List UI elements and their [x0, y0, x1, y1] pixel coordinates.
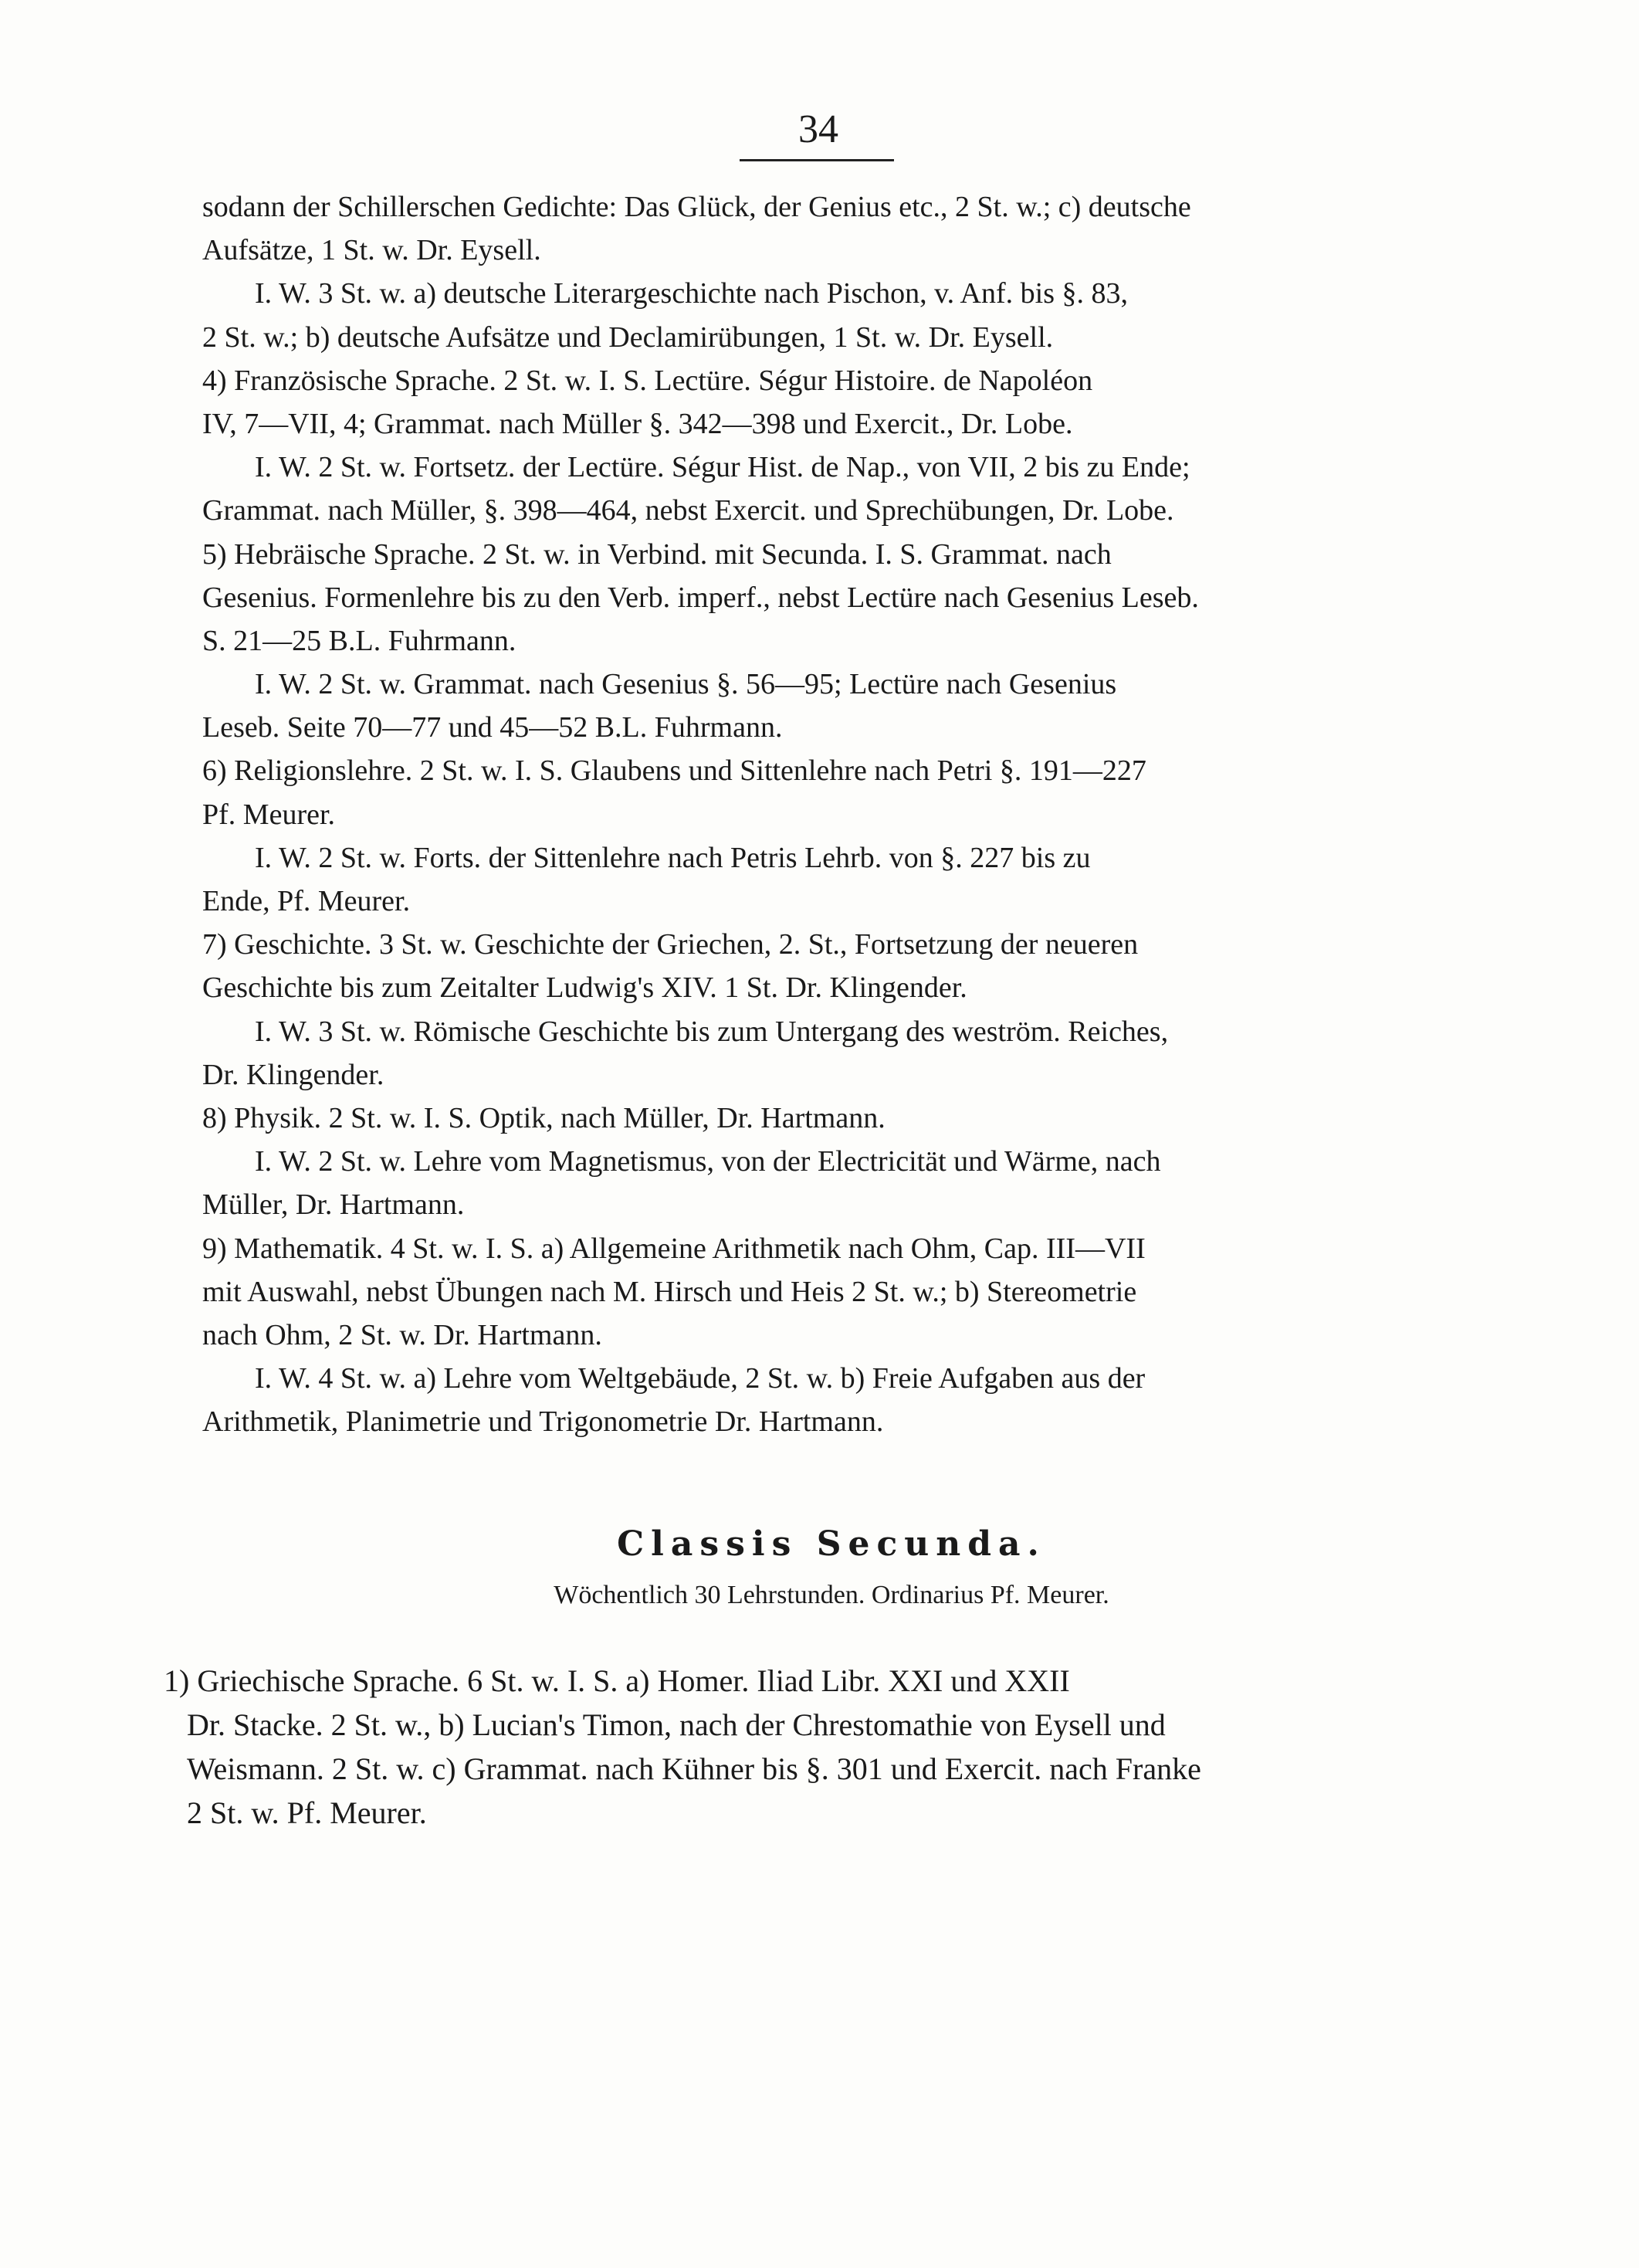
- text-line: sodann der Schillerschen Gedichte: Das Glück, der Genius etc., 2 St. w.; c) deutsche: [202, 191, 1191, 223]
- text-line: S. 21—25 B.L. Fuhrmann.: [202, 624, 516, 657]
- text-line: Gesenius. Formenlehre bis zu den Verb. imperf., nebst Lectüre nach Gesenius Leseb.: [202, 581, 1199, 614]
- page-number: 34: [798, 107, 838, 151]
- text-line: Dr. Stacke. 2 St. w., b) Lucian's Timon, nach der Chrestomathie von Eysell und: [187, 1707, 1166, 1742]
- text-line: 2 St. w. Pf. Meurer.: [187, 1795, 427, 1830]
- text-line: 4) Französische Sprache. 2 St. w. I. S. Lectüre. Ségur Histoire. de Napoléon: [202, 364, 1093, 397]
- text-line: 1) Griechische Sprache. 6 St. w. I. S. a) Homer. Iliad Libr. XXI und XXII: [164, 1663, 1070, 1698]
- text-line: Geschichte bis zum Zeitalter Ludwig's XIV. 1 St. Dr. Klingender.: [202, 971, 967, 1005]
- text-line: Aufsätze, 1 St. w. Dr. Eysell.: [202, 234, 541, 267]
- page-number-rule: [740, 159, 894, 161]
- text-line: I. W. 2 St. w. Grammat. nach Gesenius §. 56—95; Lectüre nach Gesenius: [255, 668, 1117, 701]
- text-line: 7) Geschichte. 3 St. w. Geschichte der Griechen, 2. St., Fortsetzung der neueren: [202, 928, 1139, 961]
- text-line: I. W. 3 St. w. a) deutsche Literargeschichte nach Pischon, v. Anf. bis §. 83,: [255, 277, 1128, 310]
- section1-body: [202, 185, 1461, 1443]
- text-line: Leseb. Seite 70—77 und 45—52 B.L. Fuhrmann.: [202, 711, 783, 744]
- text-line: IV, 7—VII, 4; Grammat. nach Müller §. 342—398 und Exercit., Dr. Lobe.: [202, 407, 1073, 440]
- text-line: Arithmetik, Planimetrie und Trigonometrie Dr. Hartmann.: [202, 1405, 884, 1439]
- text-line: I. W. 2 St. w. Forts. der Sittenlehre nach Petris Lehrb. von §. 227 bis zu: [255, 841, 1091, 874]
- text-line: I. W. 2 St. w. Fortsetz. der Lectüre. Ségur Hist. de Nap., von VII, 2 bis zu Ende;: [255, 451, 1190, 484]
- text-line: 9) Mathematik. 4 St. w. I. S. a) Allgemeine Arithmetik nach Ohm, Cap. III—VII: [202, 1232, 1146, 1265]
- text-line: 6) Religionslehre. 2 St. w. I. S. Glaubens und Sittenlehre nach Petri §. 191—227: [202, 754, 1146, 788]
- text-line: 8) Physik. 2 St. w. I. S. Optik, nach Müller, Dr. Hartmann.: [202, 1101, 886, 1134]
- text-line: Ende, Pf. Meurer.: [202, 885, 411, 917]
- section2-body: [164, 1659, 1461, 1835]
- section2-header: [202, 1521, 1461, 1615]
- text-line: Pf. Meurer.: [202, 798, 336, 831]
- section-subheading: Wöchentlich 30 Lehrstunden. Ordinarius Pf. Meurer.: [554, 1581, 1109, 1609]
- text-line: I. W. 3 St. w. Römische Geschichte bis zum Untergang des weström. Reiches,: [255, 1015, 1169, 1048]
- text-line: Dr. Klingender.: [202, 1058, 384, 1091]
- section-heading: Classis Secunda.: [617, 1524, 1046, 1564]
- text-line: 5) Hebräische Sprache. 2 St. w. in Verbind. mit Secunda. I. S. Grammat. nach: [202, 537, 1112, 571]
- text-line: I. W. 2 St. w. Lehre vom Magnetismus, von der Electricität und Wärme, nach: [255, 1145, 1161, 1178]
- text-line: mit Auswahl, nebst Übungen nach M. Hirsch und Heis 2 St. w.; b) Stereometrie: [202, 1275, 1137, 1308]
- text-line: 2 St. w.; b) deutsche Aufsätze und Declamirübungen, 1 St. w. Dr. Eysell.: [202, 320, 1054, 354]
- text-line: Grammat. nach Müller, §. 398—464, nebst Exercit. und Sprechübungen, Dr. Lobe.: [202, 494, 1174, 527]
- text-line: Weismann. 2 St. w. c) Grammat. nach Kühner bis §. 301 und Exercit. nach Franke: [187, 1751, 1201, 1786]
- text-line: Müller, Dr. Hartmann.: [202, 1188, 465, 1222]
- text-line: I. W. 4 St. w. a) Lehre vom Weltgebäude, 2 St. w. b) Freie Aufgaben aus der: [255, 1362, 1146, 1395]
- text-line: nach Ohm, 2 St. w. Dr. Hartmann.: [202, 1318, 602, 1351]
